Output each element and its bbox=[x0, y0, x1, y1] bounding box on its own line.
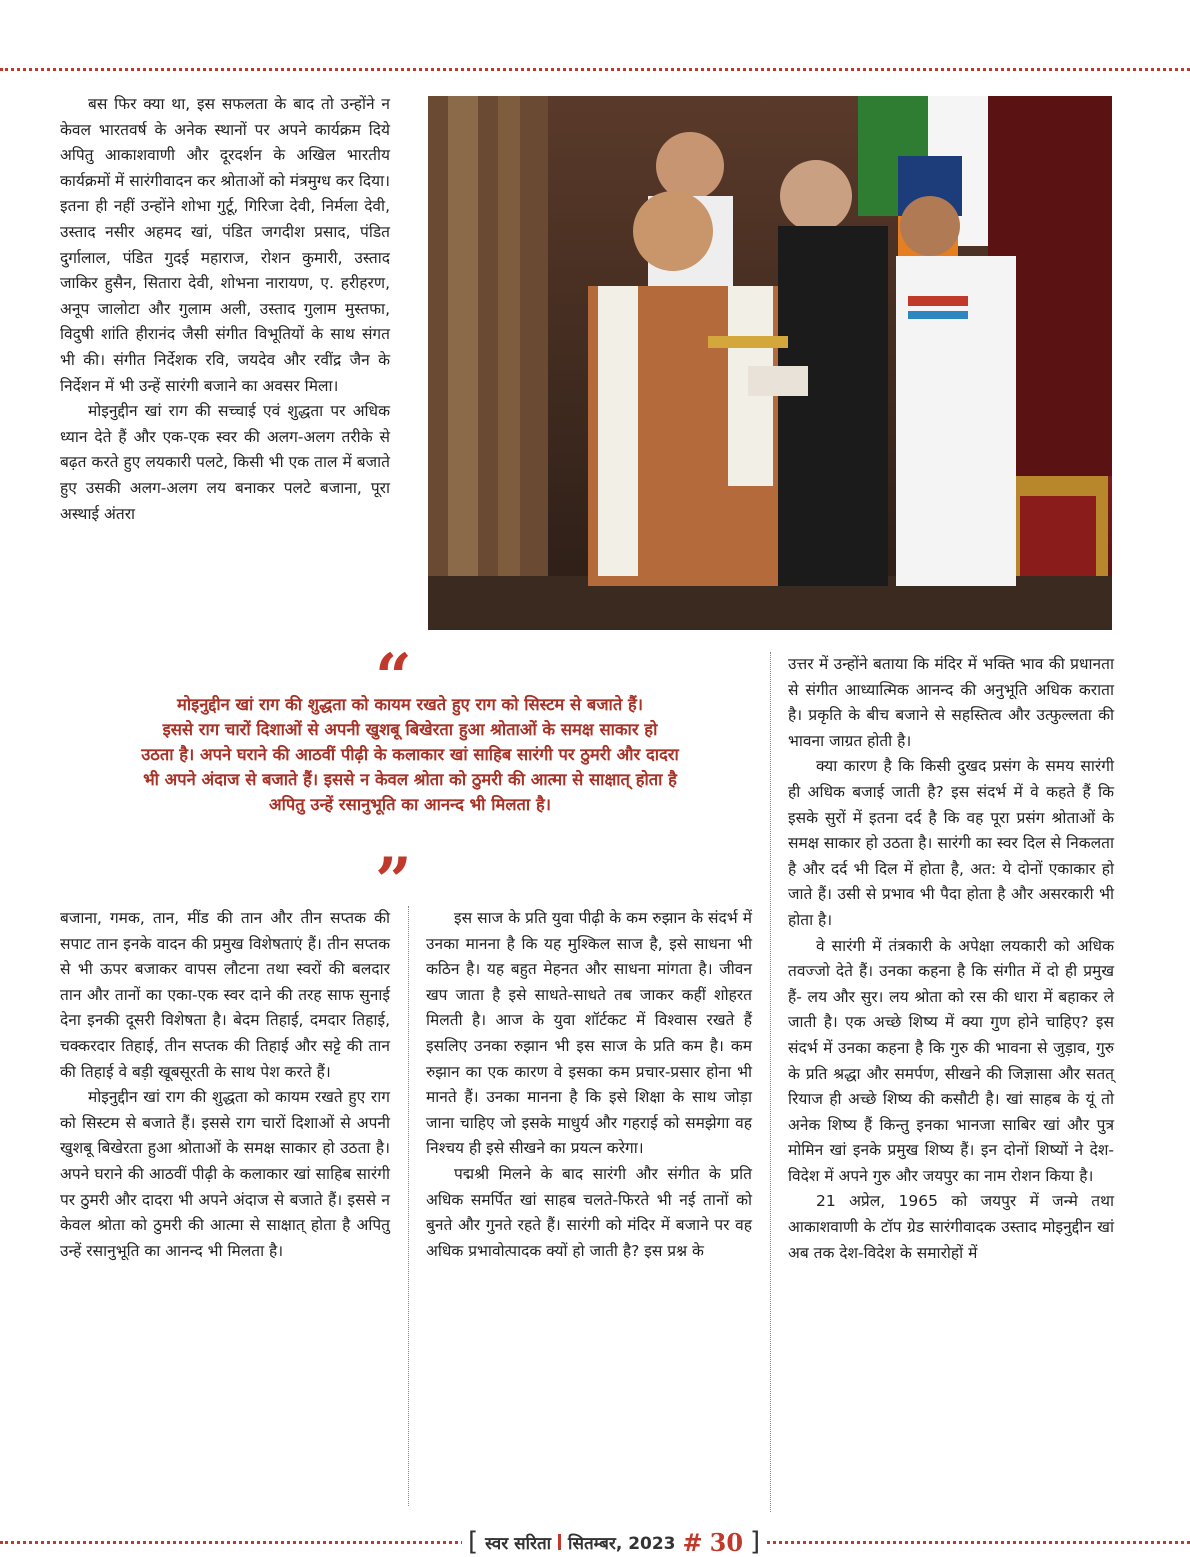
issue-date: सितम्बर, 2023 bbox=[568, 1533, 676, 1554]
pull-quote-line: अपितु उन्हें रसानुभूति का आनन्द भी मिलता है। bbox=[269, 795, 551, 814]
page-number: 30 bbox=[709, 1527, 744, 1557]
paragraph: पद्मश्री मिलने के बाद सारंगी और संगीत के प्रति अधिक समर्पित खां साहब चलते-फिरते भी नई तानों को बुनते और गुनते रहते हैं। सारंगी को मंदिर में बजाने पर वह अधिक प्रभावोत्पादक क्यों हो जाती है? इस प्रश्न के bbox=[426, 1164, 752, 1260]
footer-bracket-left: [ bbox=[468, 1527, 479, 1557]
paragraph: क्या कारण है कि किसी दुखद प्रसंग के समय सारंगी ही अधिक बजाई जाती है? इस संदर्भ में वे कहते हैं कि इसके सुरों में इतना दर्द है कि वह पूरा प्रसंग श्रोताओं के समक्ष साकार हो उठता है। सारंगी का स्वर दिल से निकलता है और दर्द भी दिल में होता है, अत: ये दोनों एकाकार हो जाते हैं। उसी से प्रभाव भी पैदा होता है और असरकारी भी होता है। bbox=[788, 757, 1114, 929]
footer-bracket-right: ] bbox=[750, 1527, 761, 1557]
paragraph: बजाना, गमक, तान, मींड की तान और तीन सप्तक की सपाट तान इनके वादन की प्रमुख विशेषताएं हैं। तीन सप्तक से भी ऊपर बजाकर वापस लौटना तथा स्वरों की बलदार तान और तानों का एका-एक स्वर दाने की तरह साफ सुनाई देना इनकी दूसरी विशेषता है। बेदम तिहाई, दमदार तिहाई, चक्करदार तिहाई, तीन सप्तक की तिहाई और सट्टे की तान की तिहाई वे बड़ी खूबसूरती के साथ पेश करते हैं। bbox=[60, 909, 390, 1081]
top-right-column bbox=[788, 652, 1114, 1266]
column-divider bbox=[770, 652, 771, 1512]
paragraph: मोइनुद्दीन खां राग की शुद्धता को कायम रखते हुए राग को सिस्टम से बजाते हैं। इससे राग चारों दिशाओं से अपनी खुशबू बिखेरता हुआ श्रोताओं के समक्ष साकार हो उठता है। अपने घराने की आठवीं पीढ़ी के कलाकार खां साहिब सारंगी पर ठुमरी और दादरा भी अपने अंदाज से बजाते हैं। इससे न केवल श्रोता को ठुमरी की आत्मा से साक्षात् होता है अपितु उन्हें रसानुभूति का आनन्द भी मिलता है। bbox=[60, 1088, 390, 1260]
top-left-column bbox=[60, 92, 390, 527]
page-hash: # bbox=[682, 1527, 703, 1557]
paragraph: उत्तर में उन्होंने बताया कि मंदिर में भक्ति भाव की प्रधानता से संगीत आध्यात्मिक आनन्द की अनुभूति अधिक कराता है। प्रकृति के बीच बजाने से सहस्तित्व और उत्फुल्लता की भावना जाग्रत होती है। bbox=[788, 655, 1114, 750]
bottom-middle-column bbox=[426, 906, 752, 1264]
pull-quote bbox=[70, 692, 750, 817]
quote-close-mark: ” bbox=[375, 844, 412, 919]
column-divider bbox=[408, 906, 409, 1506]
award-ceremony-photo bbox=[428, 96, 1112, 630]
magazine-name: स्वर सरिता bbox=[485, 1533, 552, 1554]
paragraph: इस साज के प्रति युवा पीढ़ी के कम रुझान के संदर्भ में उनका मानना है कि यह मुश्किल साज है, इसे साधना भी कठिन है। यह बहुत मेहनत और साधना मांगता है। जीवन खप जाता है इसे साधते-साधते तब जाकर कहीं शोहरत मिलती है। आज के युवा शॉर्टकट में विश्वास रखते हैं इसलिए उनका रुझान भी इस साज के प्रति कम है। कम रुझान का एक कारण वे इसका कम प्रचार-प्रसार होना भी मानते हैं। उनका मानना है कि इसे शिक्षा के साथ जोड़ा जाना चाहिए जो इसके माधुर्य और गहराई को समझेगा वह निश्चय ही इसे सीखने का प्रयत्न करेगा। bbox=[426, 909, 752, 1158]
footer-separator bbox=[558, 1534, 561, 1550]
pull-quote-line: भी अपने अंदाज से बजाते हैं। इससे न केवल श्रोता को ठुमरी की आत्मा से साक्षात् होता है bbox=[143, 770, 677, 789]
paragraph: मोइनुद्दीन खां राग की सच्चाई एवं शुद्धता पर अधिक ध्यान देते हैं और एक-एक स्वर की अलग-अलग तरीके से बढ़त करते हुए लयकारी पलटे, किसी भी एक ताल में बजाते हुए उसकी अलग-अलग लय बनाकर पलटे बजाना, पूरा अस्थाई अंतरा bbox=[60, 402, 390, 523]
paragraph: वे सारंगी में तंत्रकारी के अपेक्षा लयकारी को अधिक तवज्जो देते हैं। उनका कहना है कि संगीत में दो ही प्रमुख हैं- लय और सुर। लय श्रोता को रस की धारा में बहाकर ले जाती है। एक अच्छे शिष्य में क्या गुण होने चाहिए? इस संदर्भ में उनका कहना है कि गुरु की भावना से जुड़ाव, गुरु के प्रति श्रद्धा और समर्पण, सीखने की जिज्ञासा और सतत् रियाज ही अच्छे शिष्य की कसौटी है। खां साहब के यूं तो अनेक शिष्य हैं किन्तु इनका भानजा साबिर खां और पुत्र मोमिन खां इनके प्रमुख शिष्य हैं। इन दोनों शिष्यों ने देश-विदेश में अपने गुरु और जयपुर का नाम रोशन किया है। bbox=[788, 936, 1114, 1185]
bottom-left-column bbox=[60, 906, 390, 1264]
paragraph: बस फिर क्या था, इस सफलता के बाद तो उन्होंने न केवल भारतवर्ष के अनेक स्थानों पर अपने कार्यक्रम दिये अपितु आकाशवाणी और दूरदर्शन के अखिल भारतीय कार्यक्रमों में सारंगीवादन कर श्रोताओं को मंत्रमुग्ध कर दिया। इतना ही नहीं उन्होंने शोभा गुर्टू, गिरिजा देवी, निर्मला देवी, उस्ताद नसीर अहमद खां, पंडित जगदीश प्रसाद, पंडित दुर्गालाल, पंडित गुदई महाराज, रोशन कुमारी, उस्ताद जाकिर हुसैन, सितारा देवी, शोभना नारायण, ए. हरीहरण, अनूप जालोटा और गुलाम अली, उस्ताद गुलाम मुस्तफा, विदुषी शांति हीरानंद जैसी संगीत विभूतियों के साथ संगत भी की। संगीत निर्देशक रवि, जयदेव और रवींद्र जैन के निर्देशन में भी उन्हें सारंगी बजाने का अवसर मिला। bbox=[60, 95, 391, 395]
paragraph: 21 अप्रेल, 1965 को जयपुर में जन्मे तथा आकाशवाणी के टॉप ग्रेड सारंगीवादक उस्ताद मोइनुद्दीन खां अब तक देश-विदेश के समारोहों में bbox=[788, 1192, 1114, 1262]
page-footer bbox=[462, 1528, 766, 1556]
top-dotted-border bbox=[0, 68, 1190, 71]
pull-quote-line: उठता है। अपने घराने की आठवीं पीढ़ी के कलाकार खां साहिब सारंगी पर ठुमरी और दादरा bbox=[141, 745, 679, 764]
quote-open-mark: “ bbox=[375, 640, 412, 715]
pull-quote-line: मोइनुद्दीन खां राग की शुद्धता को कायम रखते हुए राग को सिस्टम से बजाते हैं। bbox=[176, 695, 643, 714]
pull-quote-line: इससे राग चारों दिशाओं से अपनी खुशबू बिखेरता हुआ श्रोताओं के समक्ष साकार हो bbox=[162, 720, 658, 739]
